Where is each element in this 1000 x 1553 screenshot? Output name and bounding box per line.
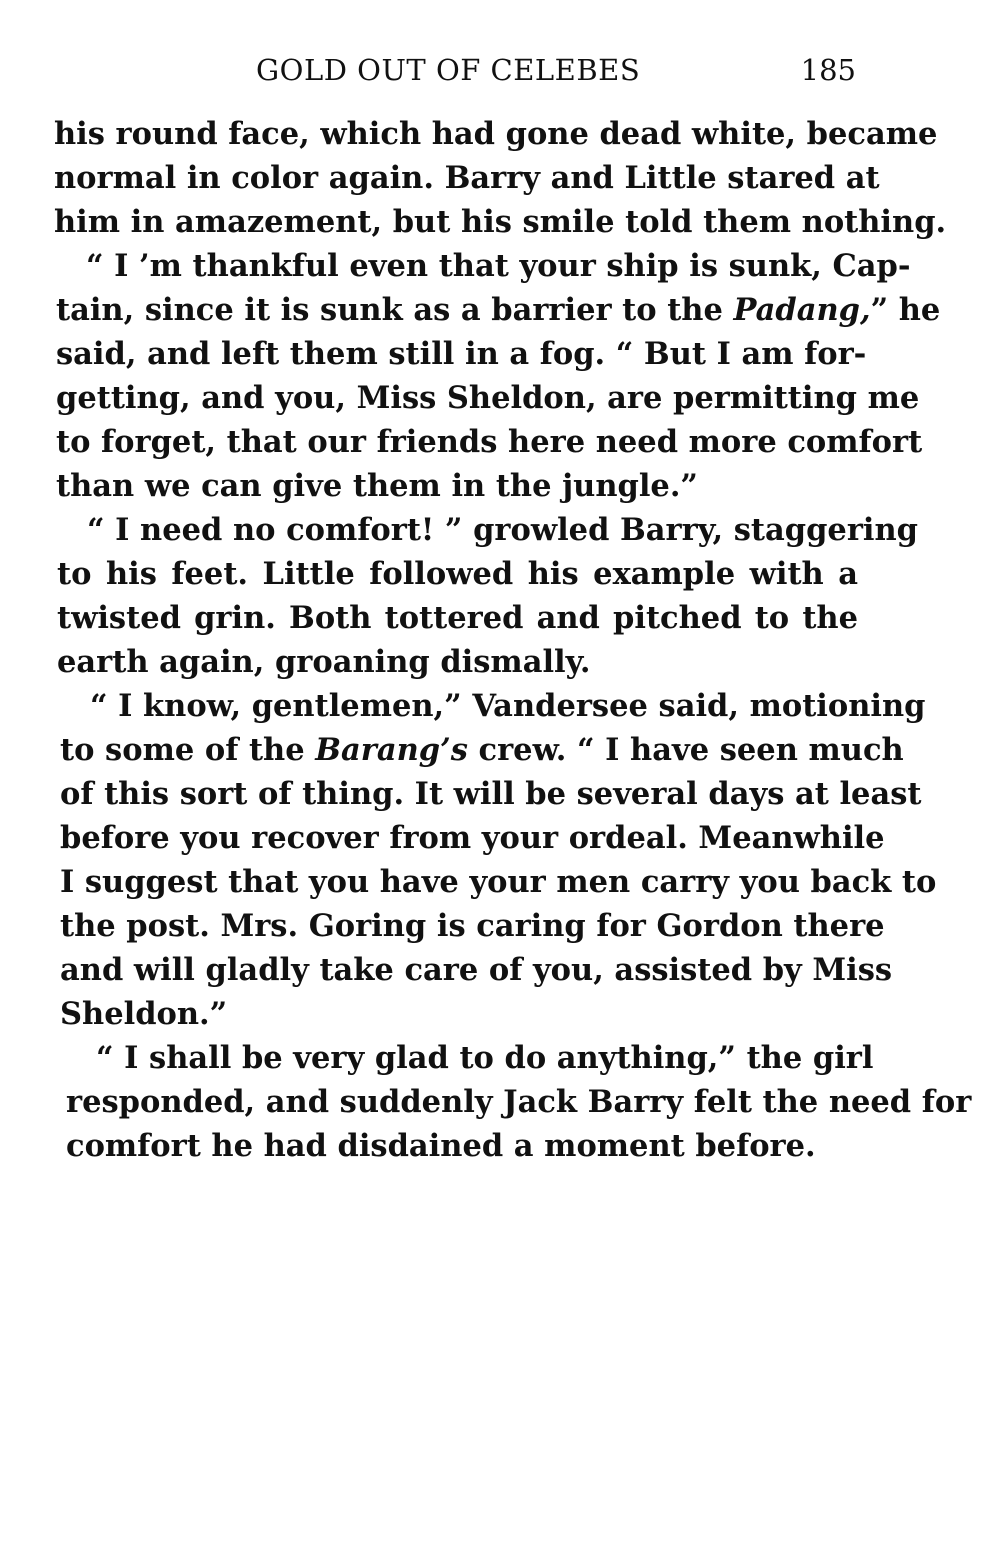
body-text [54, 112, 972, 1168]
italic-ship-name: Barang’s [315, 732, 468, 768]
paragraph [54, 508, 918, 684]
paragraph [54, 244, 941, 508]
text-line: the post. Mrs. Goring is caring for Gordon there [60, 908, 885, 944]
text-line: responded, and suddenly Jack Barry felt the need for [66, 1084, 972, 1120]
running-head [252, 46, 862, 94]
text-line: “ I ’m thankful even that your ship is sunk, Cap- [86, 248, 911, 284]
text-line: earth again, groaning dismally. [57, 644, 591, 680]
text-line: said, and left them still in a fog. “ But I am for- [56, 336, 867, 372]
text-line: twisted grin. Both tottered and pitched to the [57, 600, 858, 636]
text-line: tain, since it is sunk as a barrier to the Padang,” he [56, 292, 941, 328]
text-line: to forget, that our friends here need more comfort [56, 424, 923, 460]
text-line: I suggest that you have your men carry you back to [60, 864, 937, 900]
paragraph [54, 112, 947, 244]
text-line: getting, and you, Miss Sheldon, are permitting me [56, 380, 920, 416]
text-line: normal in color again. Barry and Little stared at [54, 160, 880, 196]
text-line: before you recover from your ordeal. Meanwhile [60, 820, 885, 856]
text-line: and will gladly take care of you, assisted by Miss [60, 952, 893, 988]
page-number: 185 [800, 53, 856, 87]
text-line: to some of the Barang’s crew. “ I have seen much [60, 732, 904, 768]
text-line: “ I know, gentlemen,” Vandersee said, motioning [90, 688, 926, 724]
text-line: “ I shall be very glad to do anything,” the girl [96, 1040, 874, 1076]
text-line: of this sort of thing. It will be several days at least [60, 776, 922, 812]
text-line: Sheldon.” [60, 996, 228, 1032]
text-line: to his feet. Little followed his example with a [57, 556, 858, 592]
paragraph [54, 684, 937, 1036]
paragraph [54, 1036, 972, 1168]
running-title: GOLD OUT OF CELEBES [256, 53, 641, 87]
text-line: comfort he had disdained a moment before. [66, 1128, 816, 1164]
text-line: “ I need no comfort! ” growled Barry, staggering [87, 512, 918, 548]
text-line: his round face, which had gone dead white, became [54, 116, 938, 152]
italic-ship-name: Padang, [733, 292, 871, 328]
text-line: than we can give them in the jungle.” [56, 468, 698, 504]
text-line: him in amazement, but his smile told them nothing. [54, 204, 947, 240]
